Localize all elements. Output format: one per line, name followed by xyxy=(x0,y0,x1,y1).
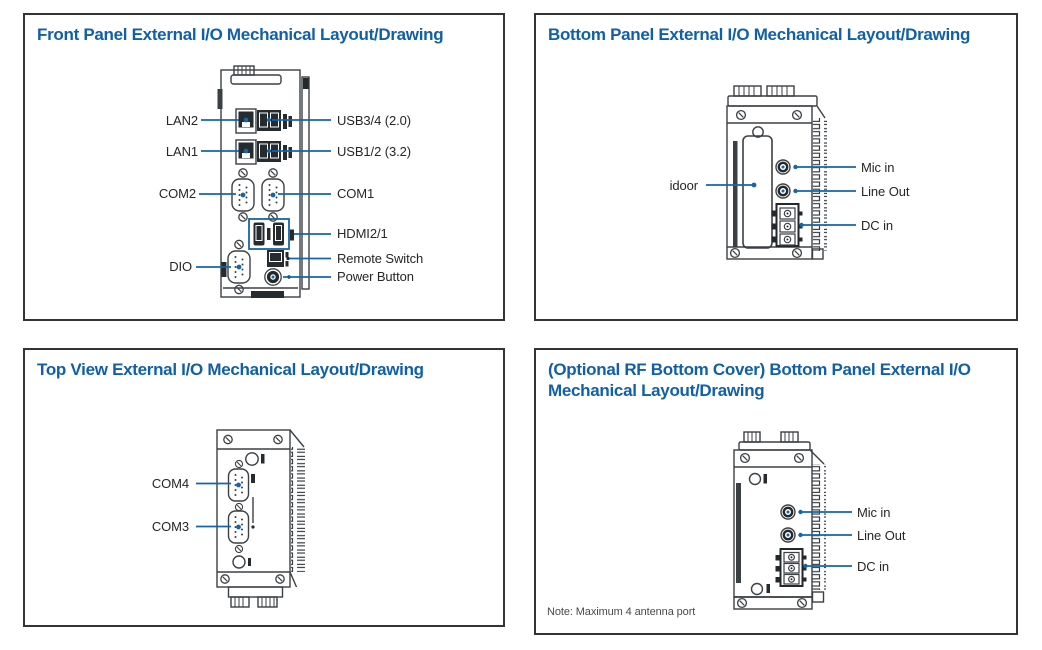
screw xyxy=(224,435,232,443)
screw xyxy=(731,249,740,258)
idoor-slot xyxy=(743,136,772,248)
foot xyxy=(251,291,284,298)
screw xyxy=(235,285,243,293)
screw xyxy=(793,249,802,258)
label-hdmi: HDMI2/1 xyxy=(337,226,388,241)
screw xyxy=(798,599,807,608)
label-lan2: LAN2 xyxy=(165,113,198,128)
dc-terminal xyxy=(776,549,807,586)
panel-title: Front Panel External I/O Mechanical Layout/Drawing xyxy=(37,25,444,44)
dio-tab xyxy=(222,262,227,277)
side-notch xyxy=(303,78,309,89)
lineout-jack xyxy=(781,528,795,542)
antenna-note: Note: Maximum 4 antenna port xyxy=(547,606,696,618)
com3-port xyxy=(229,511,249,543)
label-power: Power Button xyxy=(337,269,414,284)
screw xyxy=(235,545,242,552)
label-lineout: Line Out xyxy=(861,184,910,199)
leader-lines xyxy=(802,512,852,566)
label-lineout: Line Out xyxy=(857,528,906,543)
mic-jack xyxy=(776,160,790,174)
top-view-drawing xyxy=(25,350,503,625)
panel-bottom-io xyxy=(534,13,1018,321)
panel-title: Bottom Panel External I/O Mechanical Layout/Drawing xyxy=(548,25,971,44)
screw xyxy=(793,111,802,120)
screw xyxy=(235,240,243,248)
panel-top-io xyxy=(23,348,505,627)
com2-port xyxy=(232,179,254,211)
left-tab xyxy=(218,89,223,109)
label-dio: DIO xyxy=(169,259,192,274)
label-com3: COM3 xyxy=(151,519,189,534)
panel-rf-bottom-io xyxy=(534,348,1018,635)
screw xyxy=(738,599,747,608)
antenna-knob xyxy=(767,86,794,96)
label-idoor: idoor xyxy=(669,178,698,193)
remote-switch xyxy=(267,250,289,267)
label-usb12: USB1/2 (3.2) xyxy=(337,144,411,159)
side-wall xyxy=(302,77,309,289)
label-lan1: LAN1 xyxy=(165,144,198,159)
label-usb34: USB3/4 (2.0) xyxy=(337,113,411,128)
mic-jack xyxy=(781,505,795,519)
mount-plate xyxy=(229,587,283,597)
antenna-knob xyxy=(231,597,249,607)
screw xyxy=(274,435,282,443)
screw xyxy=(741,454,750,463)
screw xyxy=(235,460,242,467)
label-remote: Remote Switch xyxy=(337,251,424,266)
heatsink-fins xyxy=(812,464,826,590)
label-com4: COM4 xyxy=(151,476,189,491)
label-dcin: DC in xyxy=(861,218,894,233)
lan2-port xyxy=(236,109,256,133)
screw xyxy=(276,575,284,583)
panel-title: (Optional RF Bottom Cover) Bottom Panel External I/O Mechanical Layout/Drawing xyxy=(548,360,971,400)
panel-title: Top View External I/O Mechanical Layout/Drawing xyxy=(37,360,424,379)
lan1-port xyxy=(236,140,256,164)
label-com2: COM2 xyxy=(158,186,196,201)
slot-edge xyxy=(736,483,741,583)
screw xyxy=(239,213,247,221)
leader-lines xyxy=(196,484,231,527)
screw xyxy=(269,213,277,221)
heatsink-fins xyxy=(291,447,305,572)
screw xyxy=(221,575,229,583)
front-panel-drawing xyxy=(25,15,503,319)
panel-front-io xyxy=(23,13,505,321)
label-dcin: DC in xyxy=(857,559,890,574)
rf-bottom-panel-drawing xyxy=(536,350,1016,633)
lineout-jack xyxy=(776,184,790,198)
screw xyxy=(737,111,746,120)
label-mic: Mic in xyxy=(861,160,895,175)
com4-port xyxy=(229,469,249,501)
dc-terminal xyxy=(772,204,803,246)
bottom-panel-drawing xyxy=(536,15,1016,319)
screw xyxy=(795,454,804,463)
screw xyxy=(235,503,242,510)
label-com1: COM1 xyxy=(337,186,375,201)
screw xyxy=(269,169,277,177)
slot-edge xyxy=(733,141,738,247)
dio-port xyxy=(228,251,250,283)
antenna-knob xyxy=(734,86,761,96)
label-mic: Mic in xyxy=(857,505,891,520)
hdmi-ports xyxy=(249,219,294,249)
heatsink-fins xyxy=(813,118,827,251)
com1-port xyxy=(262,179,284,211)
screw xyxy=(239,169,247,177)
